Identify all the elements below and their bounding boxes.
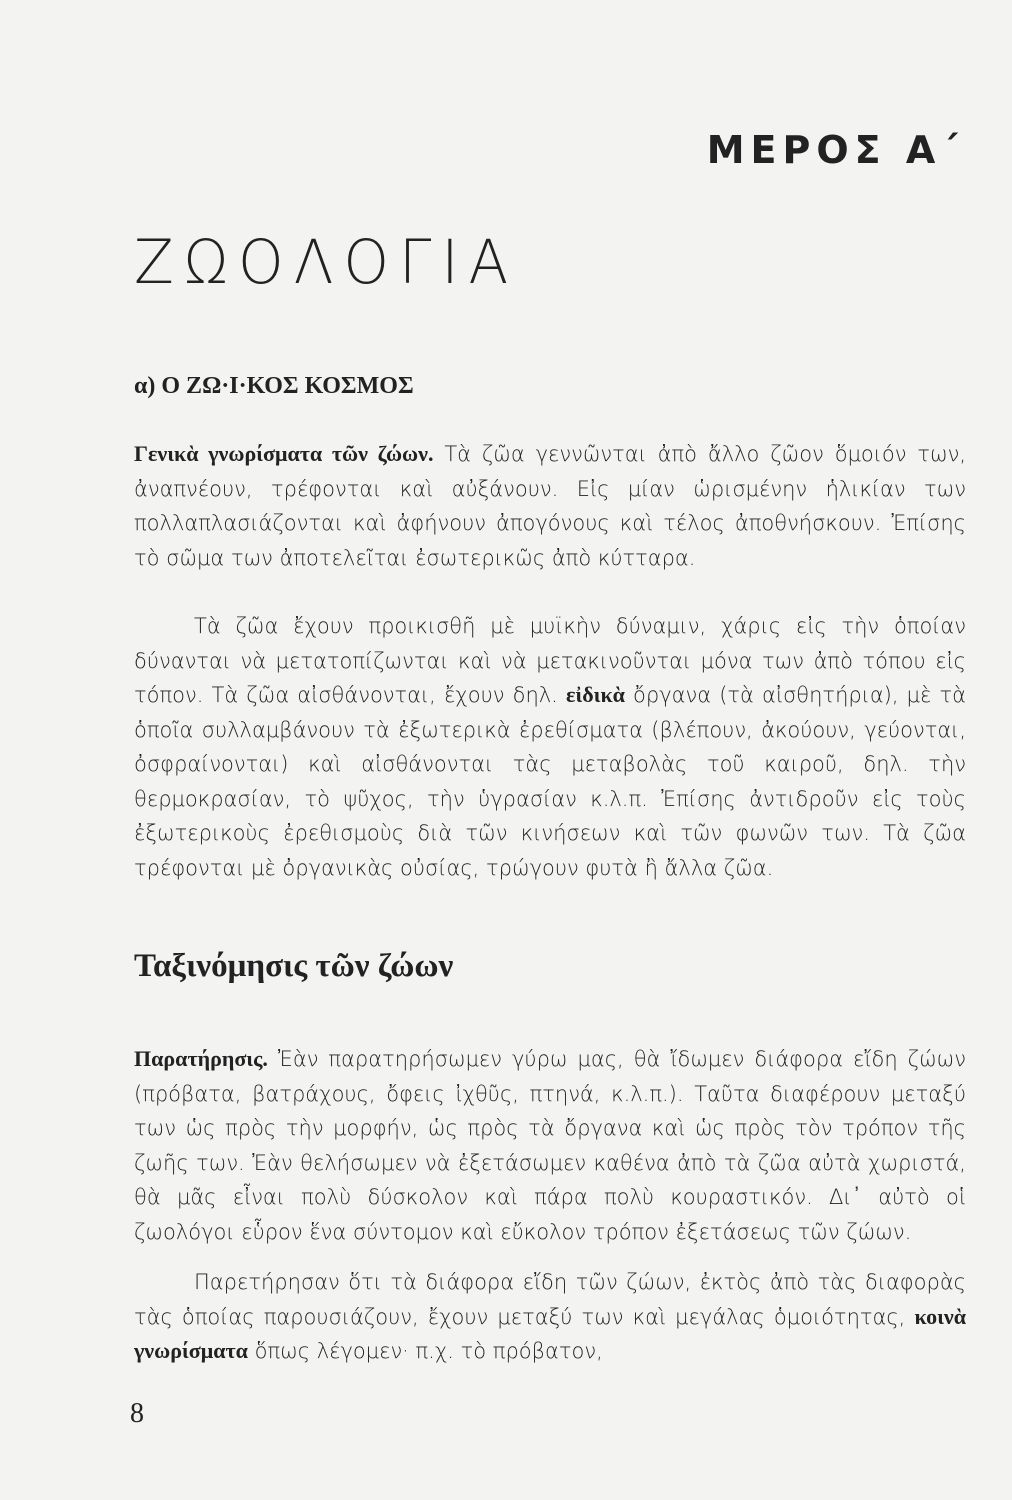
section-title: α) Ο ΖΩ·Ι·ΚΟΣ ΚΟΣΜΟΣ (134, 373, 414, 399)
paragraph-text: Ἐὰν παρατηρήσωμεν γύρω μας, θὰ ἴδωμεν διάφορα εἴδη ζώων (πρόβατα, βατράχους, ὄφεις ἰχθῦς, πτηνά, κ.λ.π.). Ταῦτα διαφέρουν μεταξύ των ὡς πρὸς τὴν μορφήν, ὡς πρὸς τὰ ὄργανα καὶ ὡς πρὸς τὸν τρόπον τῆς ζωῆς των. Ἐὰν θελήσωμεν νὰ ἐξετάσωμεν καθένα ἀπὸ τὰ ζῶα αὐτὰ χωριστά, θὰ μᾶς εἶναι πολὺ δύσκολον καὶ πάρα πολὺ κουραστικόν. Δι᾽ αὐτὸ οἱ ζωολόγοι εὗρον ἕνα σύντομον καὶ εὔκολον τρόπον ἐξετάσεως τῶν ζώων. (134, 1047, 966, 1244)
paragraph-observation (134, 1042, 966, 1249)
paragraph-text: ὅπως λέγομεν· π.χ. τὸ πρόβατον, (247, 1339, 603, 1363)
paragraph-common-traits (134, 1265, 966, 1369)
subtitle-classification: Ταξινόμησις τῶν ζώων (134, 948, 454, 984)
emphasis-text: εἰδικὰ (565, 682, 625, 707)
paragraph-text: Παρετήρησαν ὅτι τὰ διάφορα εἴδη τῶν ζώων, ἐκτὸς ἀπὸ τὰς διαφορὰς τὰς ὁποίας παρουσιάζουν, ἔχουν μεταξύ των καὶ μεγάλας ὁμοιότητας, (134, 1270, 966, 1329)
main-title: ΖΩΟΛΟΓΙΑ (134, 226, 519, 298)
paragraph-text: ὄργανα (τὰ αἰσθητήρια), μὲ τὰ ὁποῖα συλλαμβάνουν τὰ ἐξωτερικὰ ἐρεθίσματα (βλέπουν, ἀκούουν, γεύονται, ὀσφραίνονται) καὶ αἰσθάνονται τὰς μεταβολὰς τοῦ καιροῦ, δηλ. τὴν θερμοκρασίαν, τὸ ψῦχος, τὴν ὑγρασίαν κ.λ.π. Ἐπίσης ἀντιδροῦν εἰς τοὺς ἐξωτερικοὺς ἐρεθισμοὺς διὰ τῶν κινήσεων καὶ τῶν φωνῶν των. Τὰ ζῶα τρέφονται μὲ ὀργανικὰς οὐσίας, τρώγουν φυτὰ ἢ ἄλλα ζῶα. (134, 683, 966, 880)
page-number: 8 (130, 1398, 144, 1429)
part-title: ΜΕΡΟΣ Α΄ (706, 128, 964, 172)
paragraph-lead: Παρατήρησις. (134, 1046, 268, 1071)
paragraph-general-traits (134, 437, 966, 575)
paragraph-senses (134, 609, 966, 885)
emphasis-text: κοινὰ γνωρίσματα (134, 1303, 966, 1363)
paragraph-text: Τὰ ζῶα γεννῶνται ἀπὸ ἄλλο ζῶον ὅμοιόν των, ἀναπνέουν, τρέφονται καὶ αὐξάνουν. Εἰς μίαν ὡρισμένην ἡλικίαν των πολλαπλασιάζονται καὶ ἀφήνουν ἀπογόνους καὶ τέλος ἀποθνήσκουν. Ἐπίσης τὸ σῶμα των ἀποτελεῖται ἐσωτερικῶς ἀπὸ κύτταρα. (134, 442, 966, 570)
paragraph-text: Τὰ ζῶα ἔχουν προικισθῆ μὲ μυϊκὴν δύναμιν, χάρις εἰς τὴν ὁποίαν δύνανται νὰ μετατοπίζωνται καὶ νὰ μετακινοῦνται μόνα των ἀπὸ τόπου εἰς τόπον. Τὰ ζῶα αἰσθάνονται, ἔχουν δηλ. (134, 614, 966, 707)
paragraph-lead: Γενικὰ γνωρίσματα τῶν ζώων. (134, 441, 434, 466)
